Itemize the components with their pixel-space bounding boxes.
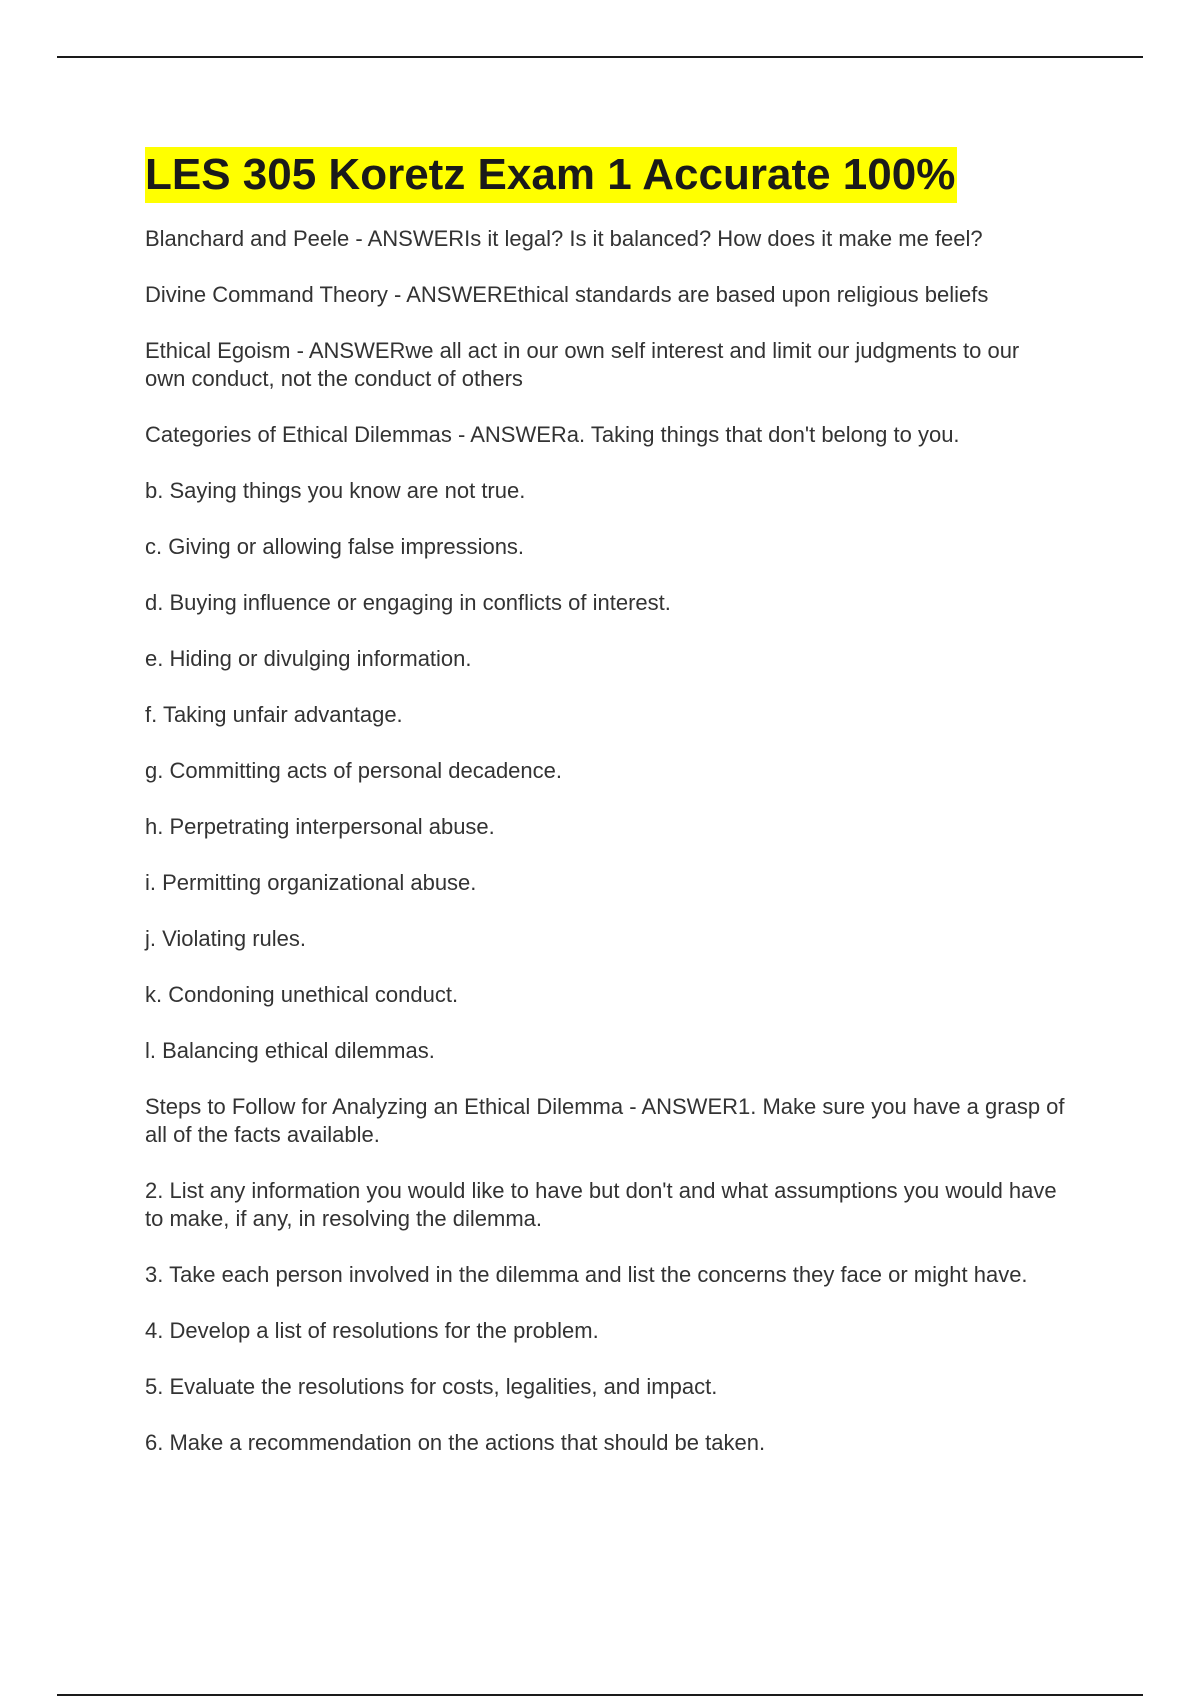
document-body xyxy=(145,147,1065,1485)
list-item: h. Perpetrating interpersonal abuse. xyxy=(145,814,495,839)
document-title: LES 305 Koretz Exam 1 Accurate 100% xyxy=(145,147,957,203)
list-item: e. Hiding or divulging information. xyxy=(145,646,472,671)
list-item: i. Permitting organizational abuse. xyxy=(145,870,477,895)
top-divider xyxy=(57,56,1143,58)
bottom-divider xyxy=(57,1694,1143,1696)
list-item: f. Taking unfair advantage. xyxy=(145,702,403,727)
list-item: k. Condoning unethical conduct. xyxy=(145,982,459,1007)
qa-paragraph: Ethical Egoism - ANSWERwe all act in our own self interest and limit our judgments to our own conduct, not the conduct of others xyxy=(145,338,1020,391)
list-item: 2. List any information you would like to have but don't and what assumptions you would have to make, if any, in resolving the dilemma. xyxy=(145,1178,1057,1231)
qa-paragraph: Categories of Ethical Dilemmas - ANSWERa. Taking things that don't belong to you. xyxy=(145,422,960,447)
list-item: l. Balancing ethical dilemmas. xyxy=(145,1038,435,1063)
qa-paragraph: Steps to Follow for Analyzing an Ethical Dilemma - ANSWER1. Make sure you have a grasp of all of the facts available. xyxy=(145,1094,1065,1147)
list-item: b. Saying things you know are not true. xyxy=(145,478,526,503)
list-item: j. Violating rules. xyxy=(145,926,307,951)
list-item: c. Giving or allowing false impressions. xyxy=(145,534,525,559)
qa-paragraph: Blanchard and Peele - ANSWERIs it legal? Is it balanced? How does it make me feel? xyxy=(145,226,983,251)
qa-paragraph: Divine Command Theory - ANSWEREthical standards are based upon religious beliefs xyxy=(145,282,989,307)
list-item: 6. Make a recommendation on the actions that should be taken. xyxy=(145,1430,766,1455)
list-item: g. Committing acts of personal decadence. xyxy=(145,758,563,783)
list-item: 5. Evaluate the resolutions for costs, legalities, and impact. xyxy=(145,1374,718,1399)
list-item: 3. Take each person involved in the dilemma and list the concerns they face or might have. xyxy=(145,1262,1028,1287)
list-item: 4. Develop a list of resolutions for the problem. xyxy=(145,1318,599,1343)
list-item: d. Buying influence or engaging in conflicts of interest. xyxy=(145,590,671,615)
